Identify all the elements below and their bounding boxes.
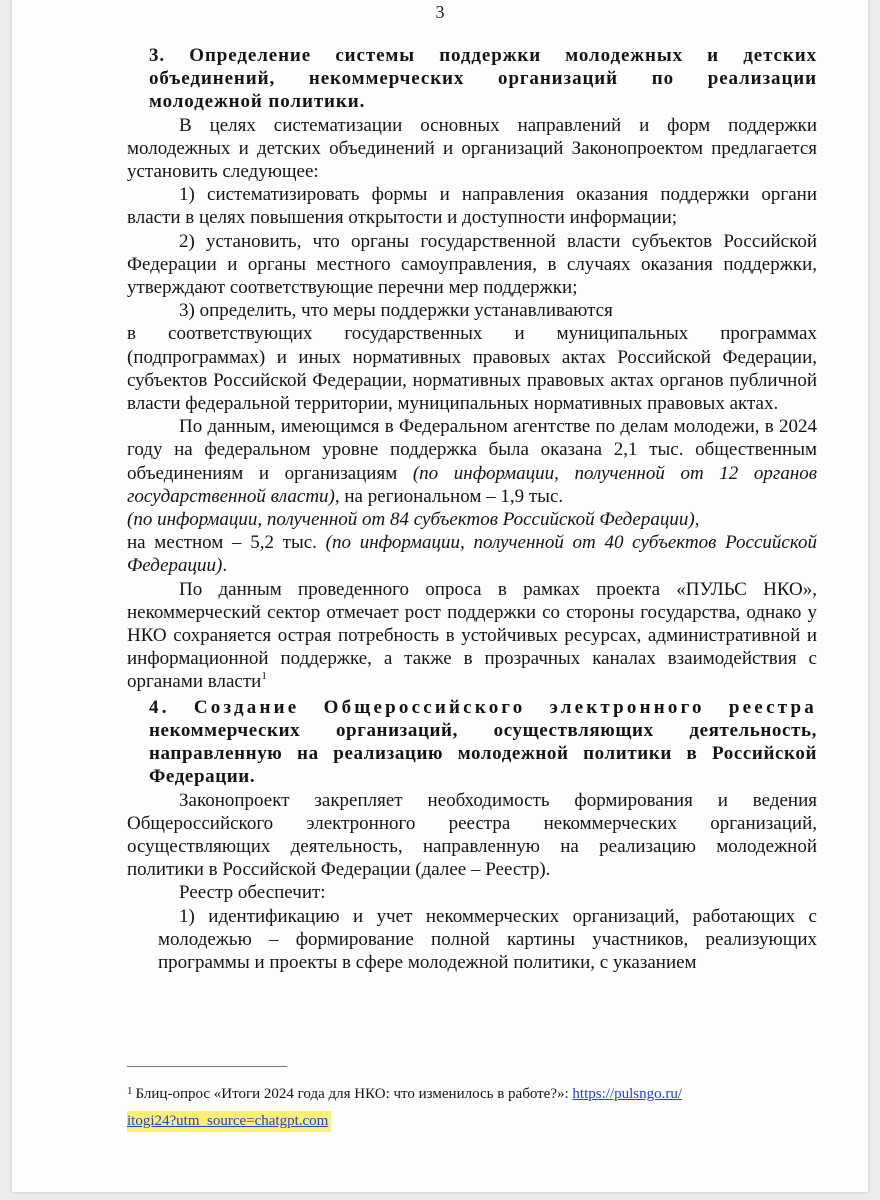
section-3-heading: 3. Определение системы поддержки молодежных и детских объединений, некоммерческих организаций по реализации молодежной политики.	[149, 45, 817, 113]
footnote-reference[interactable]: 1	[261, 670, 267, 683]
section-4-heading	[127, 696, 817, 789]
stats-text-b: , на региональном – 1,9 тыс.	[334, 485, 564, 507]
section-3-item-2: 2) установить, что органы государственной власти субъектов Российской Федерации и органы местного самоуправления, в случаях оказания поддержки, утверждают соответствующие перечни мер поддержки;	[127, 230, 817, 299]
section-4-paragraph: Законопроект закрепляет необходимость формирования и ведения Общероссийского электронного реестра некоммерческих организаций, осуществляющих деятельность, направленную на реализацию молодежной политики в Российской Федерации (далее – Реестр).	[127, 789, 817, 881]
stats-note-a: (по информации, полученной от 12 органов государственной власти)	[127, 462, 817, 507]
stats-text-d: на местном – 5,2 тыс.	[127, 532, 317, 554]
page-body	[127, 44, 817, 974]
footnote-link-part-2[interactable]: itogi24?utm_source=chatgpt.com	[127, 1111, 331, 1132]
footnote-text: Блиц-опрос «Итоги 2024 года для НКО: что изменилось в работе?»:	[135, 1086, 573, 1102]
section-3-item-3-lead: 3) определить, что меры поддержки устанавливаются	[179, 300, 613, 322]
stats-note-d: (по информации, полученной от 40 субъектов Российской Федерации)	[127, 532, 817, 577]
stats-text-e: .	[222, 555, 228, 577]
footnote-link-part-1[interactable]: https://pulsngo.ru/	[572, 1086, 683, 1102]
stats-text-c: ,	[694, 509, 700, 531]
registry-item-1: 1) идентификацию и учет некоммерческих организаций, работающих с молодежью – формирование полной картины участников, реализующих программы и проекты в сфере молодежной политики, с указанием	[158, 905, 817, 973]
page-number: 3	[435, 2, 445, 22]
section-4-heading-rest: некоммерческих организаций, осуществляющих деятельность, направленную на реализацию молодежной политики в Российской Федерации.	[149, 719, 817, 788]
section-3-item-1: 1) систематизировать формы и направления оказания поддержки органи власти в целях повышения открытости и доступности информации;	[127, 184, 817, 229]
footnote-separator	[127, 1066, 287, 1067]
stats-paragraph-a	[127, 415, 817, 508]
document-page	[12, 0, 868, 1192]
stats-paragraph-b	[127, 508, 817, 531]
registry-intro: Реестр обеспечит:	[179, 882, 326, 904]
stats-text-a: По данным, имеющимся в Федеральном агентстве по делам молодежи, в 2024 году на федеральном уровне поддержка была оказана 2,1 тыс. общественным объединениям и организациям	[127, 416, 817, 484]
footnote	[127, 1078, 817, 1135]
stats-note-b: (по информации, полученной от 84 субъектов Российской Федерации)	[127, 509, 695, 531]
section-4-heading-lead: 4. Создание Общероссийского электронного реестра	[149, 696, 817, 718]
stats-paragraph-c	[127, 531, 817, 577]
survey-text: По данным проведенного опроса в рамках проекта «ПУЛЬС НКО», некоммерческий сектор отмечает рост поддержки со стороны государства, однако у НКО сохраняется острая потребность в устойчивых ресурсах, административной и информационной поддержке, а также в прозрачных каналах взаимодействия с органами власти	[127, 578, 817, 693]
footnote-mark: 1	[127, 1085, 133, 1097]
section-3-item-3-rest: в соответствующих государственных и муниципальных программах (подпрограммах) и иных нормативных правовых актах Российской Федерации, субъектов Российской Федерации, нормативных правовых актах органов публичной власти федеральной территории, муниципальных нормативных правовых актах.	[127, 323, 817, 415]
section-3-intro: В целях систематизации основных направлений и форм поддержки молодежных и детских объединений и организаций Законопроектом предлагается установить следующее:	[127, 114, 817, 183]
survey-paragraph	[127, 578, 817, 694]
